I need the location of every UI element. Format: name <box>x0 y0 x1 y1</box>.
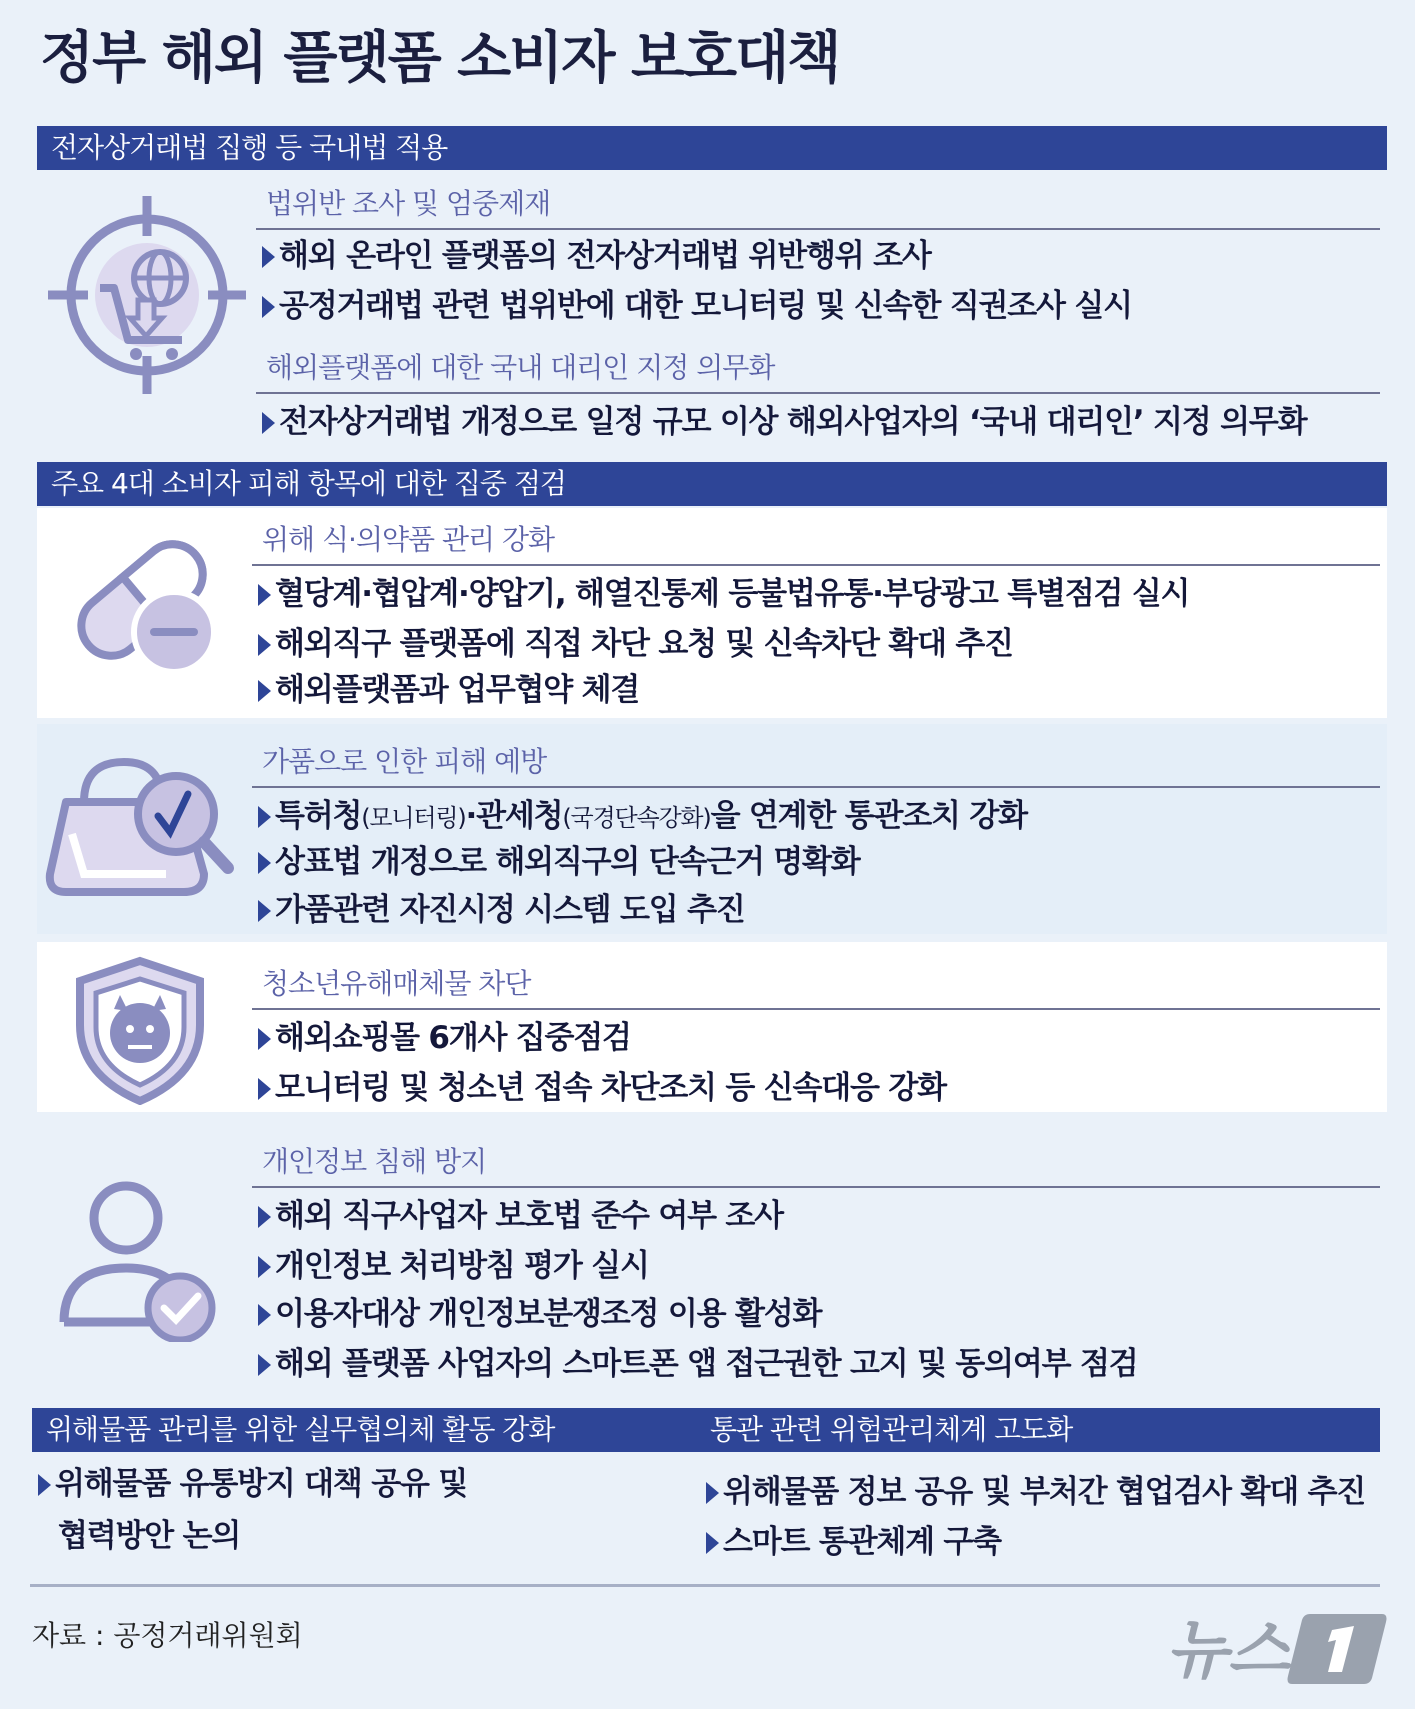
user-check-icon <box>56 1172 226 1342</box>
divider <box>252 1008 1380 1010</box>
subtitle-youth: 청소년유해매체물 차단 <box>262 967 531 1000</box>
page-title: 정부 해외 플랫폼 소비자 보호대책 <box>40 26 840 91</box>
subtitle-food-drug: 위해 식·의약품 관리 강화 <box>262 523 555 556</box>
bullet-item: 상표법 개정으로 해외직구의 단속근거 명확화 <box>258 842 860 882</box>
arrow-bullet-icon <box>262 296 275 318</box>
arrow-bullet-icon <box>262 246 275 268</box>
bullet-item: 해외 직구사업자 보호법 준수 여부 조사 <box>258 1196 783 1236</box>
bullet-item: 해외 온라인 플랫폼의 전자상거래법 위반행위 조사 <box>262 236 931 276</box>
subtitle-law-violation: 법위반 조사 및 엄중제재 <box>266 187 551 220</box>
bullet-item: 특허청(모니터링)·관세청(국경단속강화)을 연계한 통관조치 강화 <box>258 796 1027 838</box>
bullet-item-continued: 협력방안 논의 <box>58 1518 241 1554</box>
bullet-item: 모니터링 및 청소년 접속 차단조치 등 신속대응 강화 <box>258 1068 946 1108</box>
section-header-customs: 통관 관련 위험관리체계 고도화 <box>700 1408 1380 1452</box>
bullet-item: 이용자대상 개인정보분쟁조정 이용 활성화 <box>258 1294 821 1334</box>
arrow-bullet-icon <box>258 852 271 874</box>
divider <box>252 1186 1380 1188</box>
svg-text:뉴스: 뉴스 <box>1166 1614 1290 1688</box>
divider <box>252 564 1380 566</box>
footer-divider <box>30 1584 1380 1587</box>
bullet-item: 혈당계·협압계·양압기, 해열진통제 등불법유통·부당광고 특별점검 실시 <box>258 574 1189 614</box>
arrow-bullet-icon <box>258 1256 271 1278</box>
arrow-bullet-icon <box>258 1078 271 1100</box>
arrow-bullet-icon <box>258 1304 271 1326</box>
bullet-item: 해외 플랫폼 사업자의 스마트폰 앱 접근권한 고지 및 동의여부 점검 <box>258 1344 1137 1384</box>
bullet-item: 위해물품 유통방지 대책 공유 및 <box>38 1464 467 1504</box>
bullet-item: 해외직구 플랫폼에 직접 차단 요청 및 신속차단 확대 추진 <box>258 624 1013 664</box>
arrow-bullet-icon <box>262 412 275 434</box>
section-header-domestic-law: 전자상거래법 집행 등 국내법 적용 <box>37 126 1387 170</box>
shield-devil-icon <box>70 955 210 1105</box>
arrow-bullet-icon <box>258 680 271 702</box>
divider <box>256 228 1380 230</box>
pill-capsule-icon <box>62 520 222 680</box>
subtitle-counterfeit: 가품으로 인한 피해 예방 <box>262 745 547 778</box>
arrow-bullet-icon <box>258 1028 271 1050</box>
bullet-item: 개인정보 처리방침 평가 실시 <box>258 1246 649 1286</box>
bullet-item: 해외플랫폼과 업무협약 체결 <box>258 670 639 710</box>
section-header-working-group: 위해물품 관리를 위한 실무협의체 활동 강화 <box>32 1408 700 1452</box>
source-credit: 자료 : 공정거래위원회 <box>32 1619 303 1652</box>
arrow-bullet-icon <box>258 584 271 606</box>
divider <box>252 786 1380 788</box>
bag-magnifier-icon <box>44 742 234 902</box>
news1-logo-icon <box>1160 1600 1390 1690</box>
arrow-bullet-icon <box>706 1532 719 1554</box>
subtitle-privacy: 개인정보 침해 방지 <box>262 1145 487 1178</box>
bullet-item: 공정거래법 관련 법위반에 대한 모니터링 및 신속한 직권조사 실시 <box>262 286 1132 326</box>
bullet-item: 가품관련 자진시정 시스템 도입 추진 <box>258 890 745 930</box>
bullet-item: 해외쇼핑몰 6개사 집중점검 <box>258 1018 631 1058</box>
bullet-item: 전자상거래법 개정으로 일정 규모 이상 해외사업자의 ‘국내 대리인’ 지정 의무화 <box>262 402 1306 442</box>
arrow-bullet-icon <box>258 1354 271 1376</box>
arrow-bullet-icon <box>258 900 271 922</box>
arrow-bullet-icon <box>38 1474 51 1496</box>
bullet-item: 위해물품 정보 공유 및 부처간 협업검사 확대 추진 <box>706 1472 1365 1512</box>
subtitle-domestic-agent: 해외플랫폼에 대한 국내 대리인 지정 의무화 <box>266 351 775 384</box>
arrow-bullet-icon <box>706 1482 719 1504</box>
section-header-four-areas: 주요 4대 소비자 피해 항목에 대한 집중 점검 <box>37 462 1387 506</box>
arrow-bullet-icon <box>258 1206 271 1228</box>
arrow-bullet-icon <box>258 806 271 828</box>
target-cart-globe-icon <box>42 190 252 400</box>
arrow-bullet-icon <box>258 634 271 656</box>
bullet-item: 스마트 통관체계 구축 <box>706 1522 1001 1562</box>
divider <box>256 392 1380 394</box>
